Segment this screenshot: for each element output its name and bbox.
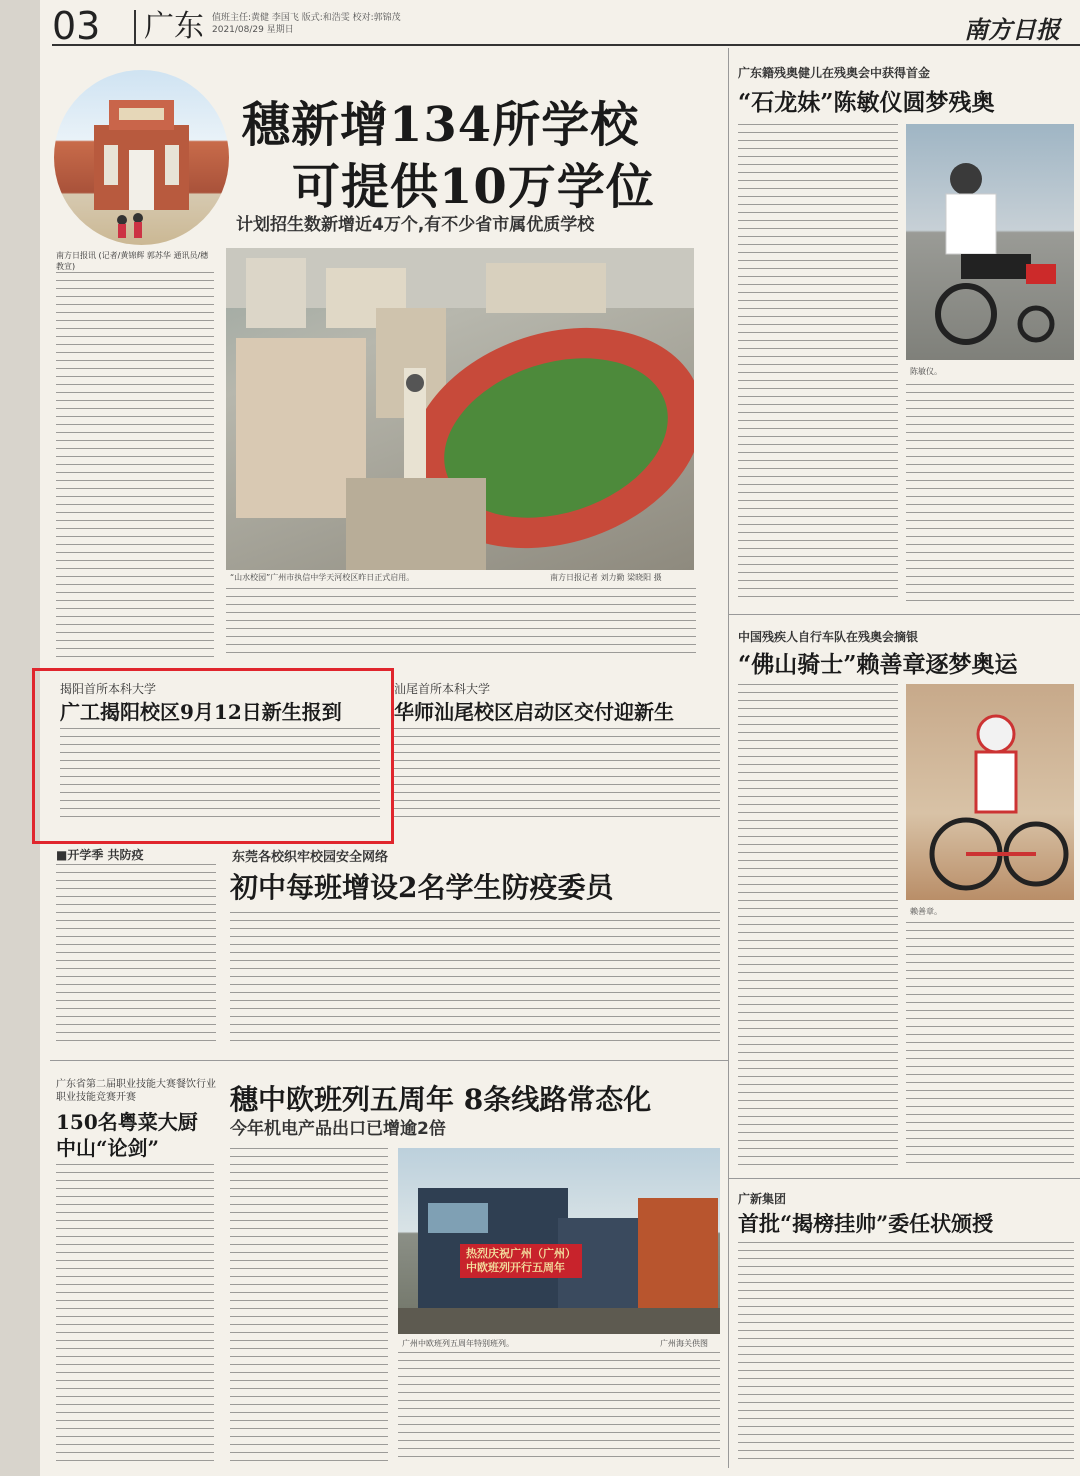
jieyang-kicker: 揭阳首所本科大学 — [60, 682, 157, 696]
chef-title-line2: 中山“论剑” — [56, 1136, 160, 1160]
dongguan-left-text — [56, 864, 216, 1048]
wheelchair-athlete-illustration — [906, 124, 1074, 360]
foshan-body-text-right — [906, 922, 1074, 1168]
foshan-kicker: 中国残疾人自行车队在残奥会摘银 — [738, 630, 919, 644]
dongguan-label: ■开学季 共防疫 — [56, 848, 144, 862]
page-number: 03 — [52, 4, 101, 48]
shanwei-title: 华师汕尾校区启动区交付迎新生 — [394, 700, 674, 724]
stadium-photo-caption: “山水校园”广州市执信中学天河校区昨日正式启用。 — [230, 573, 415, 582]
railway-body-text-left — [230, 1148, 388, 1464]
train-illustration — [398, 1148, 720, 1334]
dongguan-body-text — [230, 912, 720, 1048]
guangxin-kicker: 广新集团 — [738, 1192, 787, 1206]
shilongmei-photo-caption: 陈敏仪。 — [910, 367, 942, 376]
school-gate-illustration — [54, 70, 229, 245]
lead-title-line2: 可提供10万学位 — [292, 159, 655, 215]
jieyang-title: 广工揭阳校区9月12日新生报到 — [60, 700, 342, 724]
stadium-aerial-photo — [226, 248, 694, 570]
section-rule — [728, 1178, 1080, 1179]
train-banner-line2: 中欧班列开行五周年 — [466, 1261, 565, 1274]
wheelchair-athlete-photo — [906, 124, 1074, 360]
shilongmei-body-text — [738, 124, 898, 604]
header-meta — [212, 12, 401, 36]
foshan-title: “佛山骑士”赖善章逐梦奥运 — [738, 651, 1018, 678]
section-rule — [728, 614, 1080, 615]
foshan-photo-caption: 赖善章。 — [910, 907, 942, 916]
shilongmei-title: “石龙妹”陈敏仪圆梦残奥 — [738, 89, 995, 116]
shanwei-kicker: 汕尾首所本科大学 — [394, 682, 491, 696]
newspaper-page — [40, 0, 1080, 1476]
shilongmei-kicker: 广东籍残奥健儿在残奥会中获得首金 — [738, 66, 931, 80]
train-photo-credit: 广州海关供图 — [660, 1339, 708, 1348]
page-header — [52, 6, 1080, 46]
issue-date: 2021/08/29 星期日 — [212, 25, 294, 35]
train-photo — [398, 1148, 720, 1334]
train-photo-caption: 广州中欧班列五周年特别班列。 — [402, 1339, 514, 1348]
dongguan-kicker: 东莞各校织牢校园安全网络 — [232, 850, 389, 865]
guangxin-title: 首批“揭榜挂帅”委任状颁授 — [738, 1211, 994, 1236]
lead-subtitle: 计划招生数新增近4万个,有不少省市属优质学校 — [236, 215, 595, 235]
train-banner — [460, 1244, 582, 1278]
guangxin-body-text — [738, 1242, 1074, 1464]
lead-body-text — [56, 272, 214, 662]
lead-body-text-bottom — [226, 588, 696, 660]
jieyang-body-text — [60, 728, 380, 824]
foshan-body-text — [738, 684, 898, 1168]
shanwei-body-text — [394, 728, 720, 824]
chef-kicker: 广东省第二届职业技能大赛餐饮行业职业技能竞赛开赛 — [56, 1079, 216, 1103]
shilongmei-body-text-right — [906, 384, 1074, 604]
lead-title-line1: 穗新增134所学校 — [242, 97, 640, 153]
railway-subtitle: 今年机电产品出口已增逾2倍 — [230, 1119, 446, 1139]
railway-title: 穗中欧班列五周年 8条线路常态化 — [230, 1083, 652, 1116]
school-gate-photo — [54, 70, 229, 245]
train-banner-line1: 热烈庆祝广州（广州） — [466, 1247, 576, 1260]
lead-byline: 南方日报讯 (记者/黄锦辉 郭苏华 通讯员/穗教宣) — [56, 251, 209, 271]
cyclist-illustration — [906, 684, 1074, 900]
newspaper-logo: 南方日报 — [964, 15, 1060, 44]
cyclist-photo — [906, 684, 1074, 900]
dongguan-title: 初中每班增设2名学生防疫委员 — [230, 871, 614, 904]
chef-body-text — [56, 1164, 214, 1464]
editor-credits: 值班主任:黄健 李国飞 版式:和浩雯 校对:郭锦茂 — [212, 13, 401, 23]
section-name: 广东 — [134, 10, 204, 44]
chef-title-line1: 150名粤菜大厨 — [56, 1110, 198, 1134]
railway-body-text-right — [398, 1352, 720, 1464]
stadium-photo-credit: 南方日报记者 刘力勤 梁晓阳 摄 — [550, 573, 662, 582]
column-rule — [728, 48, 729, 1468]
stadium-illustration — [226, 248, 694, 570]
section-rule — [50, 1060, 728, 1061]
